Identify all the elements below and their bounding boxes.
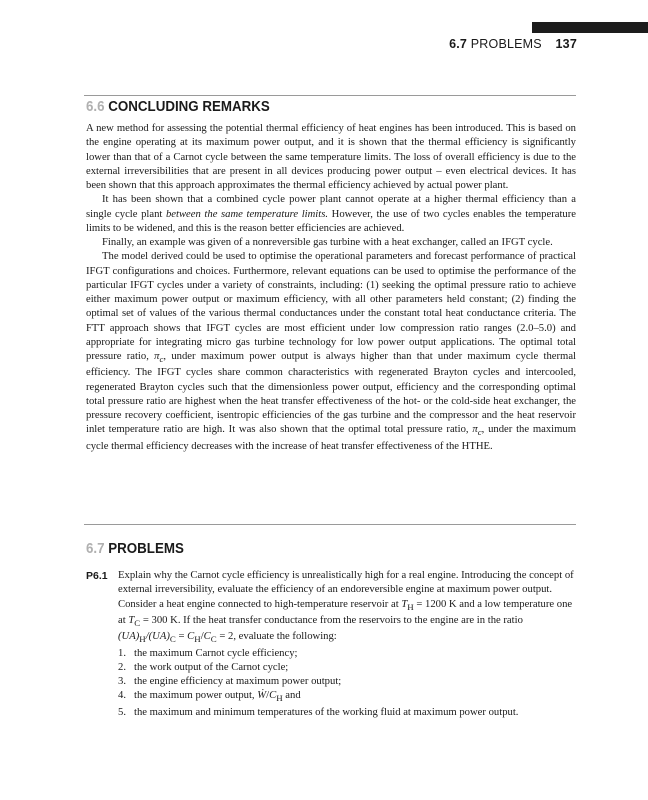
- text: /: [200, 631, 204, 643]
- list-number: 1.: [118, 647, 126, 659]
- paragraph: [86, 122, 576, 193]
- math-subscript: C: [134, 618, 141, 628]
- paragraph: [86, 193, 576, 236]
- list-number: 2.: [118, 661, 126, 673]
- paragraph-text: It has been shown that a combined cycle power plant cannot operate at a higher thermal efficiency than a single cycle plant: [86, 194, 576, 220]
- text: Consider a heat engine connected to high-temperature reservoir at: [118, 598, 402, 610]
- list-text: the maximum and minimum temperatures of the working fluid at maximum power output.: [134, 706, 519, 718]
- list-item: [118, 647, 576, 661]
- problem-label: P6.1: [86, 570, 108, 582]
- list-item: [118, 706, 576, 720]
- text: = 2, evaluate the following:: [216, 631, 337, 643]
- list-number: 3.: [118, 676, 126, 688]
- math-symbol: C: [187, 631, 195, 643]
- section-rule-top: [84, 95, 576, 96]
- section-heading-problems: [86, 541, 184, 557]
- running-header-section-number: 6.7: [449, 37, 468, 51]
- problem-list: [118, 647, 576, 720]
- list-item: [118, 675, 576, 689]
- list-text: the work output of the Carnot cycle;: [134, 661, 289, 673]
- running-header-title: PROBLEMS: [470, 37, 542, 51]
- math-subscript: C: [169, 634, 176, 645]
- section-number: 6.7: [86, 541, 105, 557]
- text: = 1200 K and a low temperature one at: [118, 598, 573, 626]
- concluding-body: [86, 122, 576, 454]
- math-symbol: T: [128, 614, 135, 626]
- math-symbol: C: [203, 631, 211, 643]
- list-text: the maximum power output,: [134, 690, 258, 702]
- section-title: PROBLEMS: [108, 541, 184, 557]
- paragraph-text: A new method for assessing the potential thermal efficiency of heat engines has been introduced. This is based on the engine operating at its maximum power output, and it is shown that the thermal efficiency is significantly lower than that of a Carnot cycle between the same temperature limits. The loss of overall efficiency is due to the external irreversibilities that are present in all devices producing power output – even electrical devices. It has been shown that this approach approximates the thermal efficiency achieved by actual power plant.: [86, 123, 576, 191]
- math-symbol: T: [401, 598, 408, 610]
- problem-p6-1: [86, 569, 576, 720]
- problem-intro-text: Explain why the Carnot cycle efficiency is unrealistically high for a real engine. Introducing the concept of external irreversibility, evaluate the efficiency of an endoreversible engine at maximum power output.: [118, 570, 574, 596]
- section-rule-problems: [84, 524, 576, 525]
- problem-text: [118, 569, 576, 720]
- math-expr: (UA): [118, 631, 140, 643]
- math-subscript: H: [276, 693, 283, 704]
- math-symbol: Ẇ: [257, 690, 267, 702]
- text: /: [266, 690, 270, 702]
- list-item: [118, 689, 576, 705]
- math-subscript: H: [194, 634, 201, 645]
- paragraph: [86, 250, 576, 454]
- section-number: 6.6: [86, 99, 105, 115]
- math-subscript: C: [210, 634, 217, 645]
- header-bar: [532, 22, 648, 33]
- emphasis-text: between the same temperature limits.: [165, 208, 329, 220]
- paragraph-text: Finally, an example was given of a nonreversible gas turbine with a heat exchanger, called an IFGT cycle.: [102, 237, 553, 248]
- list-text: the maximum Carnot cycle efficiency;: [134, 647, 298, 659]
- paragraph-text: , under the maximum cycle thermal efficiency decreases with the increase of heat transfer effectiveness of the HTHE.: [86, 424, 576, 452]
- page-number: 137: [555, 37, 577, 51]
- paragraph-text: The model derived could be used to optimise the operational parameters and forecast performance of practical IFGT configurations and choices. Furthermore, relevant equations can be used to optimise the performance of the particular IFGT cycles under a variety of constraints, including: (1) seeking the optimal pressure ratio to achieve either maximum power output or maximum efficiency, with all other parameters held constant; (2) finding the optimal set of values of the various thermal conductances under the constant total heat conductance criteria. The FTT approach shows that IFGT cycles are most efficient under low compression ratio ranges (2.0–5.0) and appropriate for integrating micro gas turbine technology for low power output applications. The optimal total pressure ratio,: [86, 251, 576, 362]
- math-subscript: H: [407, 601, 414, 612]
- math-subscript: c: [159, 354, 164, 365]
- text: = 300 K. If the heat transfer conductance from the reservoirs to the engine are in the ratio: [140, 614, 523, 626]
- math-symbol: C: [269, 690, 277, 702]
- section-heading-concluding: [86, 99, 270, 115]
- problem-setup: [118, 598, 576, 647]
- list-item: [118, 661, 576, 675]
- list-text: and: [282, 690, 301, 702]
- list-text: the engine efficiency at maximum power output;: [134, 676, 342, 688]
- list-number: 5.: [118, 706, 126, 718]
- math-symbol: π: [472, 424, 478, 436]
- paragraph: [86, 236, 576, 250]
- math-symbol: π: [154, 351, 160, 362]
- list-number: 4.: [118, 690, 126, 702]
- paragraph-text: However, the use of two cycles enables the temperature limits to be widened, and this is the reason better efficiencies are achieved.: [86, 208, 577, 234]
- section-title: CONCLUDING REMARKS: [108, 99, 270, 115]
- math-expr: /(UA): [145, 631, 170, 643]
- running-header: [449, 37, 577, 51]
- text: =: [175, 631, 188, 643]
- paragraph-text: , under maximum power output is always higher than that under maximum cycle thermal efficiency. The IFGT cycles share common characteristics with regenerated Brayton cycles and intercooled, regenerated Brayton cycles such that the dimensionless power output, efficiency and the corresponding optimal total pressure ratio are highest when the heat transfer effectiveness of the hot- or the cold-side heat exchanger, the pressure recovery coefficient, isentropic efficiencies of the gas turbine and the compressor and the heat reservoir inlet temperature ratio are high. It was also shown that the optimal total pressure ratio,: [86, 351, 576, 436]
- math-subscript: c: [477, 427, 482, 438]
- math-subscript: H: [139, 634, 146, 645]
- problem-intro: [118, 569, 576, 598]
